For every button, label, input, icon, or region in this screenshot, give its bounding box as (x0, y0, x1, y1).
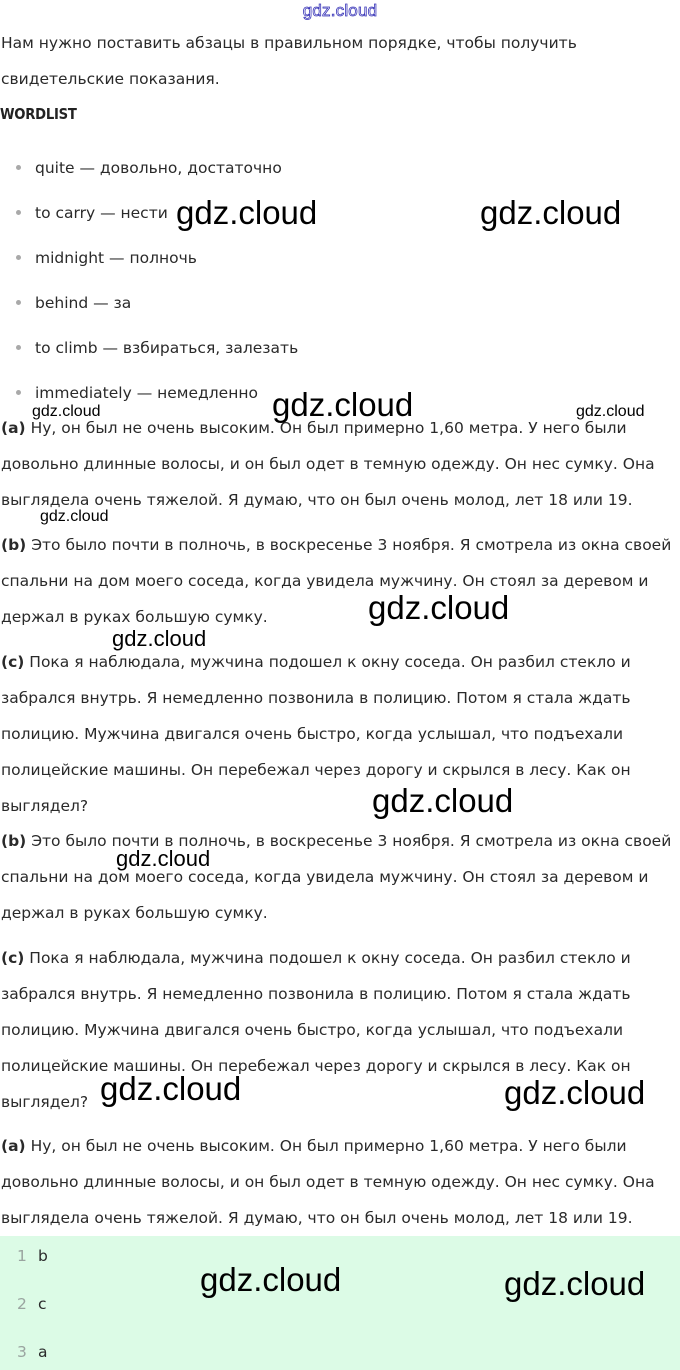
watermark: gdz.cloud (116, 846, 211, 871)
watermark: gdz.cloud (112, 626, 207, 651)
watermark: gdz.cloud (480, 194, 622, 231)
bullet-icon (16, 165, 21, 170)
paragraph-b-ordered (1, 823, 677, 931)
paragraph-text: Ну, он был не очень высоким. Он был примерно 1,60 метра. У него были довольно длинные волосы, и он был одет в темную одежду. Он нес сумку. Она выглядела очень тяжелой. Я думаю, что он был очень молод, лет 18 или 19. (1, 1137, 655, 1227)
paragraph-a-ordered (1, 1128, 677, 1236)
wordlist-title: WORDLIST (0, 105, 77, 123)
paragraph-label: (c) (1, 949, 25, 967)
bullet-icon (16, 255, 21, 260)
watermark: gdz.cloud (576, 403, 645, 420)
wordlist-item: to carry — нести (16, 201, 168, 225)
bullet-icon (16, 390, 21, 395)
watermark: gdz.cloud (504, 1074, 646, 1111)
watermark: gdz.cloud (40, 508, 109, 525)
watermark: gdz.cloud (200, 1261, 342, 1298)
paragraph-label: (a) (1, 1137, 26, 1155)
paragraph-c (1, 644, 677, 824)
watermark: gdz.cloud (504, 1265, 646, 1302)
answer-row: 3 a (17, 1343, 48, 1361)
answer-row: 2 c (17, 1295, 47, 1313)
paragraph-b (1, 527, 677, 635)
paragraph-text: Пока я наблюдала, мужчина подошел к окну соседа. Он разбил стекло и забрался внутрь. Я немедленно позвонила в полицию. Потом я стала ждать полицию. Мужчина двигался очень быстро, когда услышал, что подъехали полицейские машины. Он перебежал через дорогу и скрылся в лесу. Как он выглядел? (1, 653, 631, 815)
bullet-icon (16, 345, 21, 350)
wordlist-item: behind — за (16, 291, 131, 315)
intro-text: Нам нужно поставить абзацы в правильном порядке, чтобы получить свидетельские показания. (1, 34, 577, 88)
watermark: gdz.cloud (176, 194, 318, 231)
wordlist-item: to climb — взбираться, залезать (16, 336, 298, 360)
paragraph-label: (b) (1, 536, 27, 554)
bullet-icon (16, 210, 21, 215)
top-watermark: gdz.cloud (302, 1, 378, 20)
paragraph-text: Ну, он был не очень высоким. Он был примерно 1,60 метра. У него были довольно длинные волосы, и он был одет в темную одежду. Он нес сумку. Она выглядела очень тяжелой. Я думаю, что он был очень молод, лет 18 или 19. (1, 419, 655, 509)
answer-block (0, 1236, 680, 1370)
watermark: gdz.cloud (372, 782, 514, 819)
watermark: gdz.cloud (100, 1070, 242, 1107)
wordlist-item: immediately — немедленно (16, 381, 258, 405)
paragraph-label: (c) (1, 653, 25, 671)
watermark: gdz.cloud (368, 589, 510, 626)
paragraph-text: Это было почти в полночь, в воскресенье 3 ноября. Я смотрела из окна своей спальни на дом моего соседа, когда увидела мужчину. Он стоял за деревом и держал в руках большую сумку. (1, 536, 672, 626)
bullet-icon (16, 300, 21, 305)
paragraph-a (1, 410, 677, 518)
paragraph-text: Это было почти в полночь, в воскресенье 3 ноября. Я смотрела из окна своей спальни на дом моего соседа, когда увидела мужчину. Он стоял за деревом и держал в руках большую сумку. (1, 832, 672, 922)
wordlist-item: quite — довольно, достаточно (16, 156, 282, 180)
paragraph-label: (a) (1, 419, 26, 437)
wordlist-item: midnight — полночь (16, 246, 197, 270)
answer-row: 1 b (17, 1247, 48, 1265)
paragraph-label: (b) (1, 832, 27, 850)
watermark: gdz.cloud (272, 386, 414, 423)
watermark: gdz.cloud (32, 403, 101, 420)
paragraph-text: Пока я наблюдала, мужчина подошел к окну соседа. Он разбил стекло и забрался внутрь. Я немедленно позвонила в полицию. Потом я стала ждать полицию. Мужчина двигался очень быстро, когда услышал, что подъехали полицейские машины. Он перебежал через дорогу и скрылся в лесу. Как он выглядел? (1, 949, 631, 1111)
